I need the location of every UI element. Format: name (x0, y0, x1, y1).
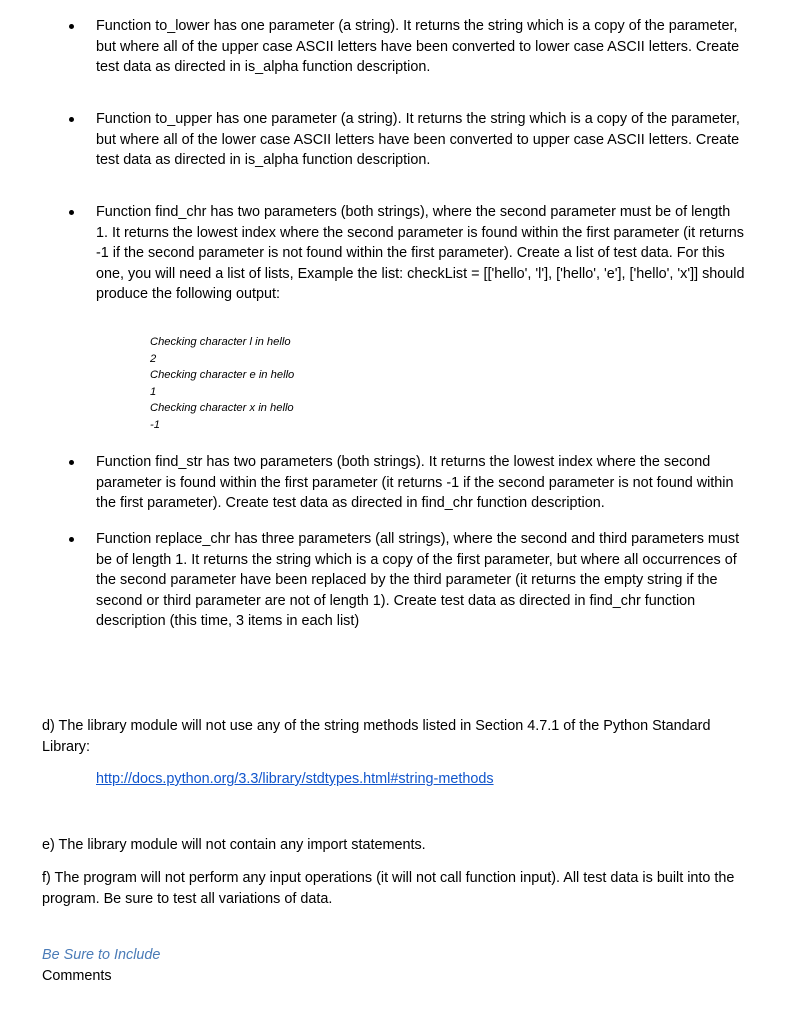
bullet-find-str (96, 452, 746, 514)
bullet-to-upper (96, 109, 746, 171)
bullet-to-lower (96, 16, 746, 78)
output-line: Checking character l in hello (150, 336, 291, 348)
bullet-dot (69, 24, 74, 29)
bullet-text: Function to_upper has one parameter (a string). It returns the string which is a copy of the parameter, but where all of the lower case ASCII letters have been converted to upper case ASCII letters. Create test data as directed in is_alpha function description. (96, 111, 740, 168)
bullet-text: Function to_lower has one parameter (a string). It returns the string which is a copy of the parameter, but where all of the upper case ASCII letters have been converted to lower case ASCII letters. Create test data as directed in is_alpha function description. (96, 18, 740, 75)
output-line: Checking character x in hello (150, 402, 294, 414)
section-e: e) The library module will not contain any import statements. (42, 837, 426, 853)
bullet-dot (69, 537, 74, 542)
bullet-find-chr (96, 202, 746, 305)
output-line: 1 (150, 385, 157, 398)
bullet-text: Function find_str has two parameters (both strings). It returns the lowest index where the second parameter is found within the first parameter (it returns -1 if the second parameter is not found within the first parameter). Create test data as directed in find_chr function description. (96, 454, 734, 511)
output-line: 2 (150, 352, 157, 365)
example-output (150, 334, 450, 433)
bullet-dot (69, 117, 74, 122)
stdtypes-link[interactable]: http://docs.python.org/3.3/library/stdtypes.html#string-methods (96, 771, 494, 787)
output-line: Checking character e in hello (150, 369, 295, 381)
bullet-text: Function find_chr has two parameters (both strings), where the second parameter must be of length 1. It returns the lowest index where the second parameter is found within the first parameter (it returns -1 if the second parameter is not found within the first parameter). Create a list of test data. For this one, you will need a list of lists, Example the list: checkList = [['hello', 'l'], ['hello', 'e'], ['hello', 'x']] should produce the following output: (96, 204, 745, 302)
output-line: -1 (150, 418, 160, 431)
bullet-text: Function replace_chr has three parameters (all strings), where the second and third parameters must be of length 1. It returns the string which is a copy of the first parameter, but where all occurrences of the second parameter have been replaced by the third parameter (it returns the empty string if the second or third parameter are not of length 1). Create test data as directed in find_chr function description (this time, 3 items in each list) (96, 531, 740, 629)
be-sure-heading: Be Sure to Include (42, 947, 161, 963)
section-f: f) The program will not perform any input operations (it will not call function input). All test data is built into the program. Be sure to test all variations of data. (42, 870, 735, 907)
section-d: d) The library module will not use any of the string methods listed in Section 4.7.1 of the Python Standard Library: (42, 718, 711, 755)
bullet-replace-chr (96, 529, 746, 632)
bullet-dot (69, 210, 74, 215)
comments-label: Comments (42, 968, 112, 984)
bullet-dot (69, 460, 74, 465)
